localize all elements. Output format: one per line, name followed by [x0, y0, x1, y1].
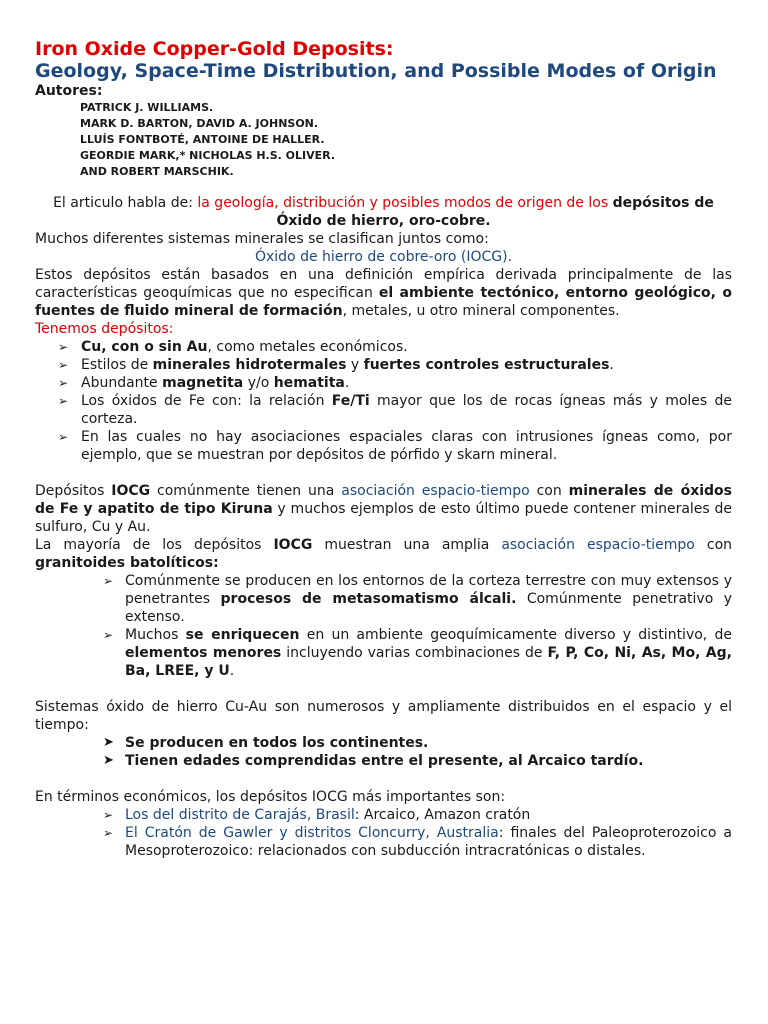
bold-run: elementos menores	[125, 645, 282, 661]
blue-run: asociación espacio-tiempo	[341, 483, 530, 499]
author-line: AND ROBERT MARSCHIK.	[80, 165, 234, 178]
text-run: con	[694, 537, 733, 553]
distribucion-list	[35, 734, 732, 770]
arrow-bullet-icon: ➢	[103, 574, 114, 588]
arrow-bullet-icon: ➢	[58, 376, 69, 390]
text-run: mayor que los de rocas ígneas más y moles de corteza.	[81, 393, 732, 427]
autores-label: Autores:	[35, 83, 103, 99]
text-run: con	[529, 483, 569, 499]
list-item	[35, 806, 732, 824]
text-run: , metales, u otro mineral componentes.	[342, 303, 620, 319]
granitoides-list	[35, 572, 732, 680]
deposit-features-list	[35, 338, 732, 464]
text-run: incluyendo varias combinaciones de	[281, 645, 548, 661]
list-item	[35, 374, 732, 392]
author-line: MARK D. BARTON, DAVID A. JOHNSON.	[80, 117, 319, 130]
text-run: Abundante	[81, 375, 163, 391]
arrow-bullet-icon: ➢	[58, 340, 69, 354]
author-line: LLUÍS FONTBOTÉ, ANTOINE DE HALLER.	[80, 133, 325, 146]
text-run: La mayoría de los depósitos	[35, 537, 274, 553]
text-run: En las cuales no hay asociaciones espaciales claras con intrusiones ígneas como, por ejemplo, que se muestran por depósitos de pórfido y skarn mineral.	[81, 429, 732, 463]
arrow-bullet-icon: ➢	[103, 628, 114, 642]
bold-run: minerales de óxidos de Fe y apatito de tipo Kiruna	[35, 483, 733, 517]
list-item	[35, 824, 732, 860]
bold-run: granitoides batolíticos:	[35, 555, 219, 571]
bold-run: F, P, Co, Ni, As, Mo, Ag, Ba, LREE, y U	[125, 645, 732, 679]
text-run: en un ambiente geoquímicamente diverso y distintivo, de	[299, 627, 732, 643]
text-run: Depósitos	[35, 483, 112, 499]
text-run: : Arcaico, Amazon cratón	[354, 807, 531, 823]
blue-run: El Cratón de Gawler y distritos Cloncurry, Australia	[125, 825, 499, 841]
arrow-bullet-icon: ➤	[103, 735, 114, 750]
paragraph-mayoria	[35, 536, 732, 572]
list-item	[35, 734, 732, 752]
text-run: Comúnmente se producen en los entornos de la corteza terrestre con muy extensos y penetrantes	[125, 573, 732, 607]
text-run: Estilos de	[81, 357, 153, 373]
bold-run: IOCG	[273, 537, 313, 553]
author-line: GEORDIE MARK,* NICHOLAS H.S. OLIVER.	[80, 149, 335, 162]
list-item	[35, 572, 732, 626]
bold-run: Fe/Ti	[331, 393, 370, 409]
depositos-importantes-list	[35, 806, 732, 860]
text-run: .	[344, 375, 350, 391]
text-run: Muchos	[125, 627, 186, 643]
bold-run: Se producen en todos los continentes.	[125, 735, 429, 751]
arrow-bullet-icon: ➢	[58, 430, 69, 444]
text-run: y muchos ejemplos de esto último puede contener minerales de sulfuro, Cu y Au.	[35, 501, 732, 535]
blue-run: Los del distrito de Carajás, Brasil	[125, 807, 355, 823]
arrow-bullet-icon: ➢	[103, 808, 114, 822]
document-subtitle: Geology, Space-Time Distribution, and Possible Modes of Origin	[35, 60, 717, 82]
paragraph-sistemas: Muchos diferentes sistemas minerales se clasifican juntos como:	[35, 231, 489, 247]
bold-run: minerales hidrotermales	[152, 357, 347, 373]
arrow-bullet-icon: ➢	[103, 826, 114, 840]
text-run: muestran una amplia	[312, 537, 502, 553]
list-item	[35, 428, 732, 464]
arrow-bullet-icon: ➢	[58, 358, 69, 372]
list-item	[35, 392, 732, 428]
list-item	[35, 356, 732, 374]
text-run: .	[609, 357, 614, 373]
list-item	[35, 752, 732, 770]
intro-paragraph	[35, 194, 732, 230]
document-title: Iron Oxide Copper-Gold Deposits:	[35, 38, 394, 60]
text-run: Los óxidos de Fe con: la relación	[81, 393, 332, 409]
list-item	[35, 338, 732, 356]
text-run: comúnmente tienen una	[150, 483, 342, 499]
bold-run: se enriquecen	[185, 627, 300, 643]
intro-highlight: la geología, distribución y posibles modos de origen de los	[197, 195, 613, 211]
paragraph-asociacion	[35, 482, 732, 536]
text-run: y/o	[243, 375, 274, 391]
list-item	[35, 626, 732, 680]
bold-run: magnetita	[162, 375, 244, 391]
arrow-bullet-icon: ➤	[103, 753, 114, 768]
paragraph-economicos: En términos económicos, los depósitos IOCG más importantes son:	[35, 789, 506, 805]
text-run: Estos depósitos están basados en una definición empírica derivada principalmente de las características geoquímicas que no especifican	[35, 267, 732, 301]
author-line: PATRICK J. WILLIAMS.	[80, 101, 214, 114]
bold-run: IOCG	[111, 483, 151, 499]
arrow-bullet-icon: ➢	[58, 394, 69, 408]
blue-run: asociación espacio-tiempo	[501, 537, 695, 553]
author-list	[80, 100, 732, 180]
bold-run: procesos de metasomatismo álcali.	[220, 591, 517, 607]
text-run: .	[229, 663, 235, 679]
document-page	[35, 38, 732, 860]
intro-bold: depósitos de Óxido de hierro, oro-cobre.	[276, 195, 714, 229]
paragraph-sistemas-oxido: Sistemas óxido de hierro Cu-Au son numerosos y ampliamente distribuidos en el espacio y el tiempo:	[35, 699, 732, 733]
bold-run: fuertes controles estructurales	[363, 357, 610, 373]
text-run: , como metales económicos.	[207, 339, 408, 355]
bold-run: hematita	[273, 375, 345, 391]
intro-lead: El articulo habla de:	[53, 195, 198, 211]
text-run: y	[346, 357, 364, 373]
paragraph-definicion	[35, 266, 732, 320]
text-run: : finales del Paleoproterozoico a Mesoproterozoico: relacionados con subducción intracratónicas o distales.	[125, 825, 732, 859]
iocg-definition: Óxido de hierro de cobre-oro (IOCG).	[254, 249, 513, 265]
bold-run: Tienen edades comprendidas entre el presente, al Arcaico tardío.	[125, 753, 644, 769]
bold-run: Cu, con o sin Au	[81, 339, 208, 355]
bold-run: el ambiente tectónico, entorno geológico, o fuentes de fluido mineral de formación	[35, 285, 732, 319]
tenemos-heading: Tenemos depósitos:	[35, 321, 174, 337]
text-run: Comúnmente penetrativo y extenso.	[125, 591, 732, 625]
